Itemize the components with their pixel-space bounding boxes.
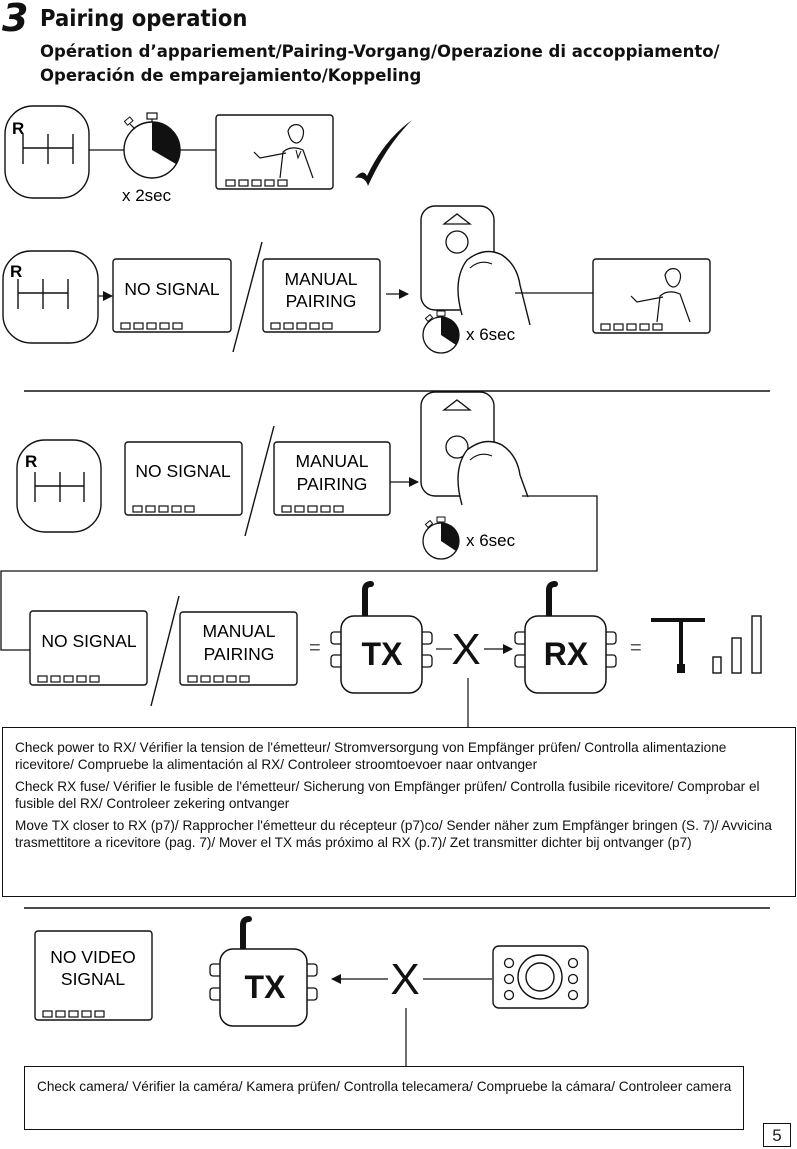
divider-slash (245, 426, 274, 536)
pairing-button-press-icon (421, 206, 530, 325)
tx-transmitter-icon (210, 919, 317, 1026)
reverse-letter: R (10, 262, 23, 281)
stopwatch-icon (124, 113, 180, 178)
monitor-manual-pairing (180, 612, 297, 685)
camera-icon (493, 946, 588, 1008)
monitor-text-line2: PAIRING (285, 291, 357, 311)
monitor-text-line1: NO VIDEO (50, 947, 136, 967)
monitor-no-signal (30, 611, 147, 685)
stopwatch-icon (423, 311, 459, 353)
monitor-no-video-signal (35, 931, 152, 1020)
pairing-button-press-icon (421, 392, 528, 505)
monitor-text-line1: MANUAL (284, 269, 358, 289)
timer-label: x 6sec (466, 325, 516, 344)
reverse-letter: R (25, 452, 38, 471)
divider-slash (233, 242, 262, 352)
page-subtitle: Opération d’appariement/Pairing-Vorgang/Operazione di accoppiamento/ Operación de emparejamiento/Koppeling (40, 42, 720, 85)
monitor-text: NO SIGNAL (124, 279, 220, 299)
tx-label: TX (361, 636, 403, 672)
page-number: 5 (763, 1123, 791, 1147)
timer-label: x 6sec (466, 531, 516, 550)
timer-label: x 2sec (122, 186, 172, 205)
page-title: Pairing operation (40, 6, 248, 32)
stopwatch-icon (423, 517, 459, 559)
cross-mark: X (451, 625, 481, 674)
reverse-letter: R (12, 119, 25, 138)
monitor-text: NO SIGNAL (41, 631, 137, 651)
monitor-no-signal (125, 442, 242, 515)
divider-slash (151, 596, 179, 706)
gear-shift-icon (5, 106, 89, 198)
monitor-manual-pairing (263, 259, 380, 332)
monitor-text-line1: MANUAL (295, 451, 369, 471)
cross-mark: X (390, 955, 420, 1004)
troubleshoot-item: Check RX fuse/ Vérifier le fusible de l'émetteur/ Sicherung von Empfänger prüfen/ Controlla fusibile ricevitore/ Comprobar el fusible del RX/ Controleer zekering ontvanger (15, 779, 760, 811)
troubleshoot-camera-text: Check camera/ Vérifier la caméra/ Kamera prüfen/ Controlla telecamera/ Compruebe la cámara/ Controleer camera (37, 1079, 732, 1094)
signal-strength-icon (651, 616, 761, 673)
monitor-text-line2: SIGNAL (60, 969, 126, 989)
monitor-text-line1: MANUAL (202, 621, 276, 641)
monitor-text-line2: PAIRING (203, 644, 275, 664)
monitor-text-line2: PAIRING (296, 474, 368, 494)
checkmark-icon (355, 120, 412, 186)
tx-transmitter-icon (331, 584, 432, 693)
rx-receiver-icon (515, 584, 616, 693)
equals-sign: = (309, 637, 321, 659)
troubleshoot-item: Check power to RX/ Vérifier la tension de l'émetteur/ Stromversorgung von Empfänger prüfen/ Controlla alimentazione ricevitore/ Compruebe la alimentación al RX/ Controleer stroomtoevoer naar ontvanger (15, 740, 727, 772)
monitor-presenter-icon (216, 115, 333, 189)
tx-label: TX (244, 969, 286, 1005)
equals-sign: = (630, 637, 642, 659)
troubleshoot-camera-box (24, 1066, 744, 1130)
monitor-no-signal (113, 259, 231, 332)
gear-shift-icon (3, 251, 98, 343)
monitor-manual-pairing (274, 442, 390, 515)
step-number: 3 (2, 0, 29, 40)
troubleshoot-item: Move TX closer to RX (p7)/ Rapprocher l'émetteur du récepteur (p7)co/ Sender näher zum Empfänger bringen (S. 7)/ Avvicina trasmettitore a ricevitore (pag. 7)/ Mover el TX más próximo al RX (p.7)/ Zet transmitter dichter bij ontvanger (p7) (15, 818, 772, 850)
monitor-text: NO SIGNAL (135, 461, 231, 481)
gear-shift-icon (17, 440, 101, 532)
troubleshoot-signal-box (2, 727, 796, 897)
rx-label: RX (543, 636, 589, 672)
monitor-presenter-icon (593, 259, 710, 333)
